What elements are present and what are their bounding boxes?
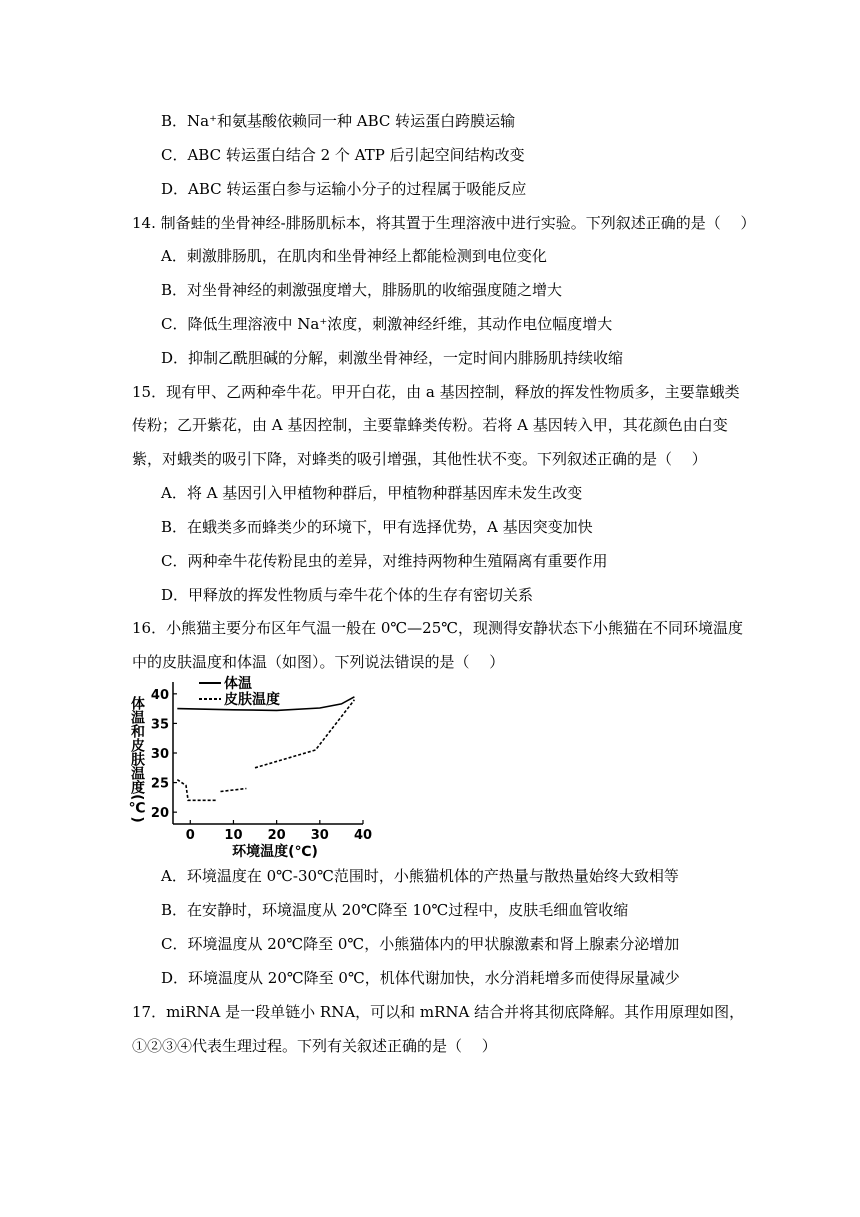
legend-label: 皮肤温度: [224, 692, 280, 708]
chart-series: [177, 697, 354, 801]
q14-stem: 14. 制备蛙的坐骨神经-腓肠肌标本，将其置于生理溶液中进行实验。下列叙述正确的是（ ）: [132, 214, 756, 232]
q17-stem-line1: 17．miRNA 是一段单链小 RNA，可以和 mRNA 结合并将其彻底降解。其作用原理如图，: [132, 1003, 745, 1021]
temperature-chart: [127, 674, 377, 864]
x-tick-label: 40: [353, 828, 373, 843]
q13-option-d: D．ABC 转运蛋白参与运输小分子的过程属于吸能反应: [161, 180, 527, 198]
q17-stem-line2: ①②③④代表生理过程。下列有关叙述正确的是（ ）: [132, 1037, 497, 1055]
y-axis-label: 体温和皮肤温度(℃): [129, 696, 145, 823]
x-tick-label: 10: [224, 828, 243, 843]
q15-option-c: C．两种牵牛花传粉昆虫的差异，对维持两物种生殖隔离有重要作用: [161, 552, 608, 570]
q16-stem-line1: 16．小熊猫主要分布区年气温一般在 0℃—25℃，现测得安静状态下小熊猫在不同环境温度: [132, 619, 744, 637]
q16-option-d: D．环境温度从 20℃降至 0℃，机体代谢加快，水分消耗增多而使得尿量减少: [161, 969, 680, 987]
legend-label: 体温: [224, 676, 252, 692]
y-tick-label: 30: [150, 747, 169, 762]
q13-option-c: C．ABC 转运蛋白结合 2 个 ATP 后引起空间结构改变: [161, 146, 525, 164]
q16-option-a: A．环境温度在 0℃-30℃范围时，小熊猫机体的产热量与散热量始终大致相等: [161, 867, 679, 885]
skin-temperature-line: [221, 789, 247, 792]
y-tick-label: 35: [150, 717, 169, 733]
q14-option-a: A．刺激腓肠肌，在肌肉和坐骨神经上都能检测到电位变化: [161, 247, 547, 265]
q13-option-b: B．Na⁺和氨基酸依赖同一种 ABC 转运蛋白跨膜运输: [161, 112, 516, 130]
y-tick-label: 40: [150, 687, 169, 703]
q14-option-b: B．对坐骨神经的刺激强度增大，腓肠肌的收缩强度随之增大: [161, 281, 563, 299]
q15-stem-line1: 15．现有甲、乙两种牵牛花。甲开白花，由 a 基因控制，释放的挥发性物质多，主要靠蛾类: [132, 383, 740, 401]
chart-legend: [199, 675, 280, 708]
q15-stem-line3: 紫，对蛾类的吸引下降，对蜂类的吸引增强，其他性状不变。下列叙述正确的是（ ）: [132, 450, 707, 468]
q14-option-d: D．抑制乙酰胆碱的分解，刺激坐骨神经，一定时间内腓肠肌持续收缩: [161, 349, 624, 367]
q16-stem-line2: 中的皮肤温度和体温（如图）。下列说法错误的是（ ）: [132, 653, 505, 671]
q15-stem-line2: 传粉；乙开紫花，由 A 基因控制，主要靠蜂类传粉。若将 A 基因转入甲，其花颜色由白变: [132, 416, 728, 434]
q16-option-b: B．在安静时，环境温度从 20℃降至 10℃过程中，皮肤毛细血管收缩: [161, 901, 629, 919]
x-tick-label: 20: [267, 828, 286, 843]
x-tick-label: 30: [310, 828, 329, 843]
y-tick-label: 20: [150, 806, 169, 822]
q15-option-a: A．将 A 基因引入甲植物种群后，甲植物种群基因库未发生改变: [161, 484, 583, 502]
y-tick-label: 25: [150, 776, 169, 792]
q15-option-b: B．在蛾类多而蜂类少的环境下，甲有选择优势，A 基因突变加快: [161, 518, 593, 536]
x-axis-label: 环境温度(℃): [232, 844, 318, 860]
q16-option-c: C．环境温度从 20℃降至 0℃，小熊猫体内的甲状腺激素和肾上腺素分泌增加: [161, 935, 680, 953]
skin-temperature-line: [177, 780, 216, 801]
q15-option-d: D．甲释放的挥发性物质与牵牛花个体的生存有密切关系: [161, 586, 534, 604]
x-tick-label: 0: [185, 828, 195, 843]
q14-option-c: C．降低生理溶液中 Na⁺浓度，刺激神经纤维，其动作电位幅度增大: [161, 315, 613, 333]
